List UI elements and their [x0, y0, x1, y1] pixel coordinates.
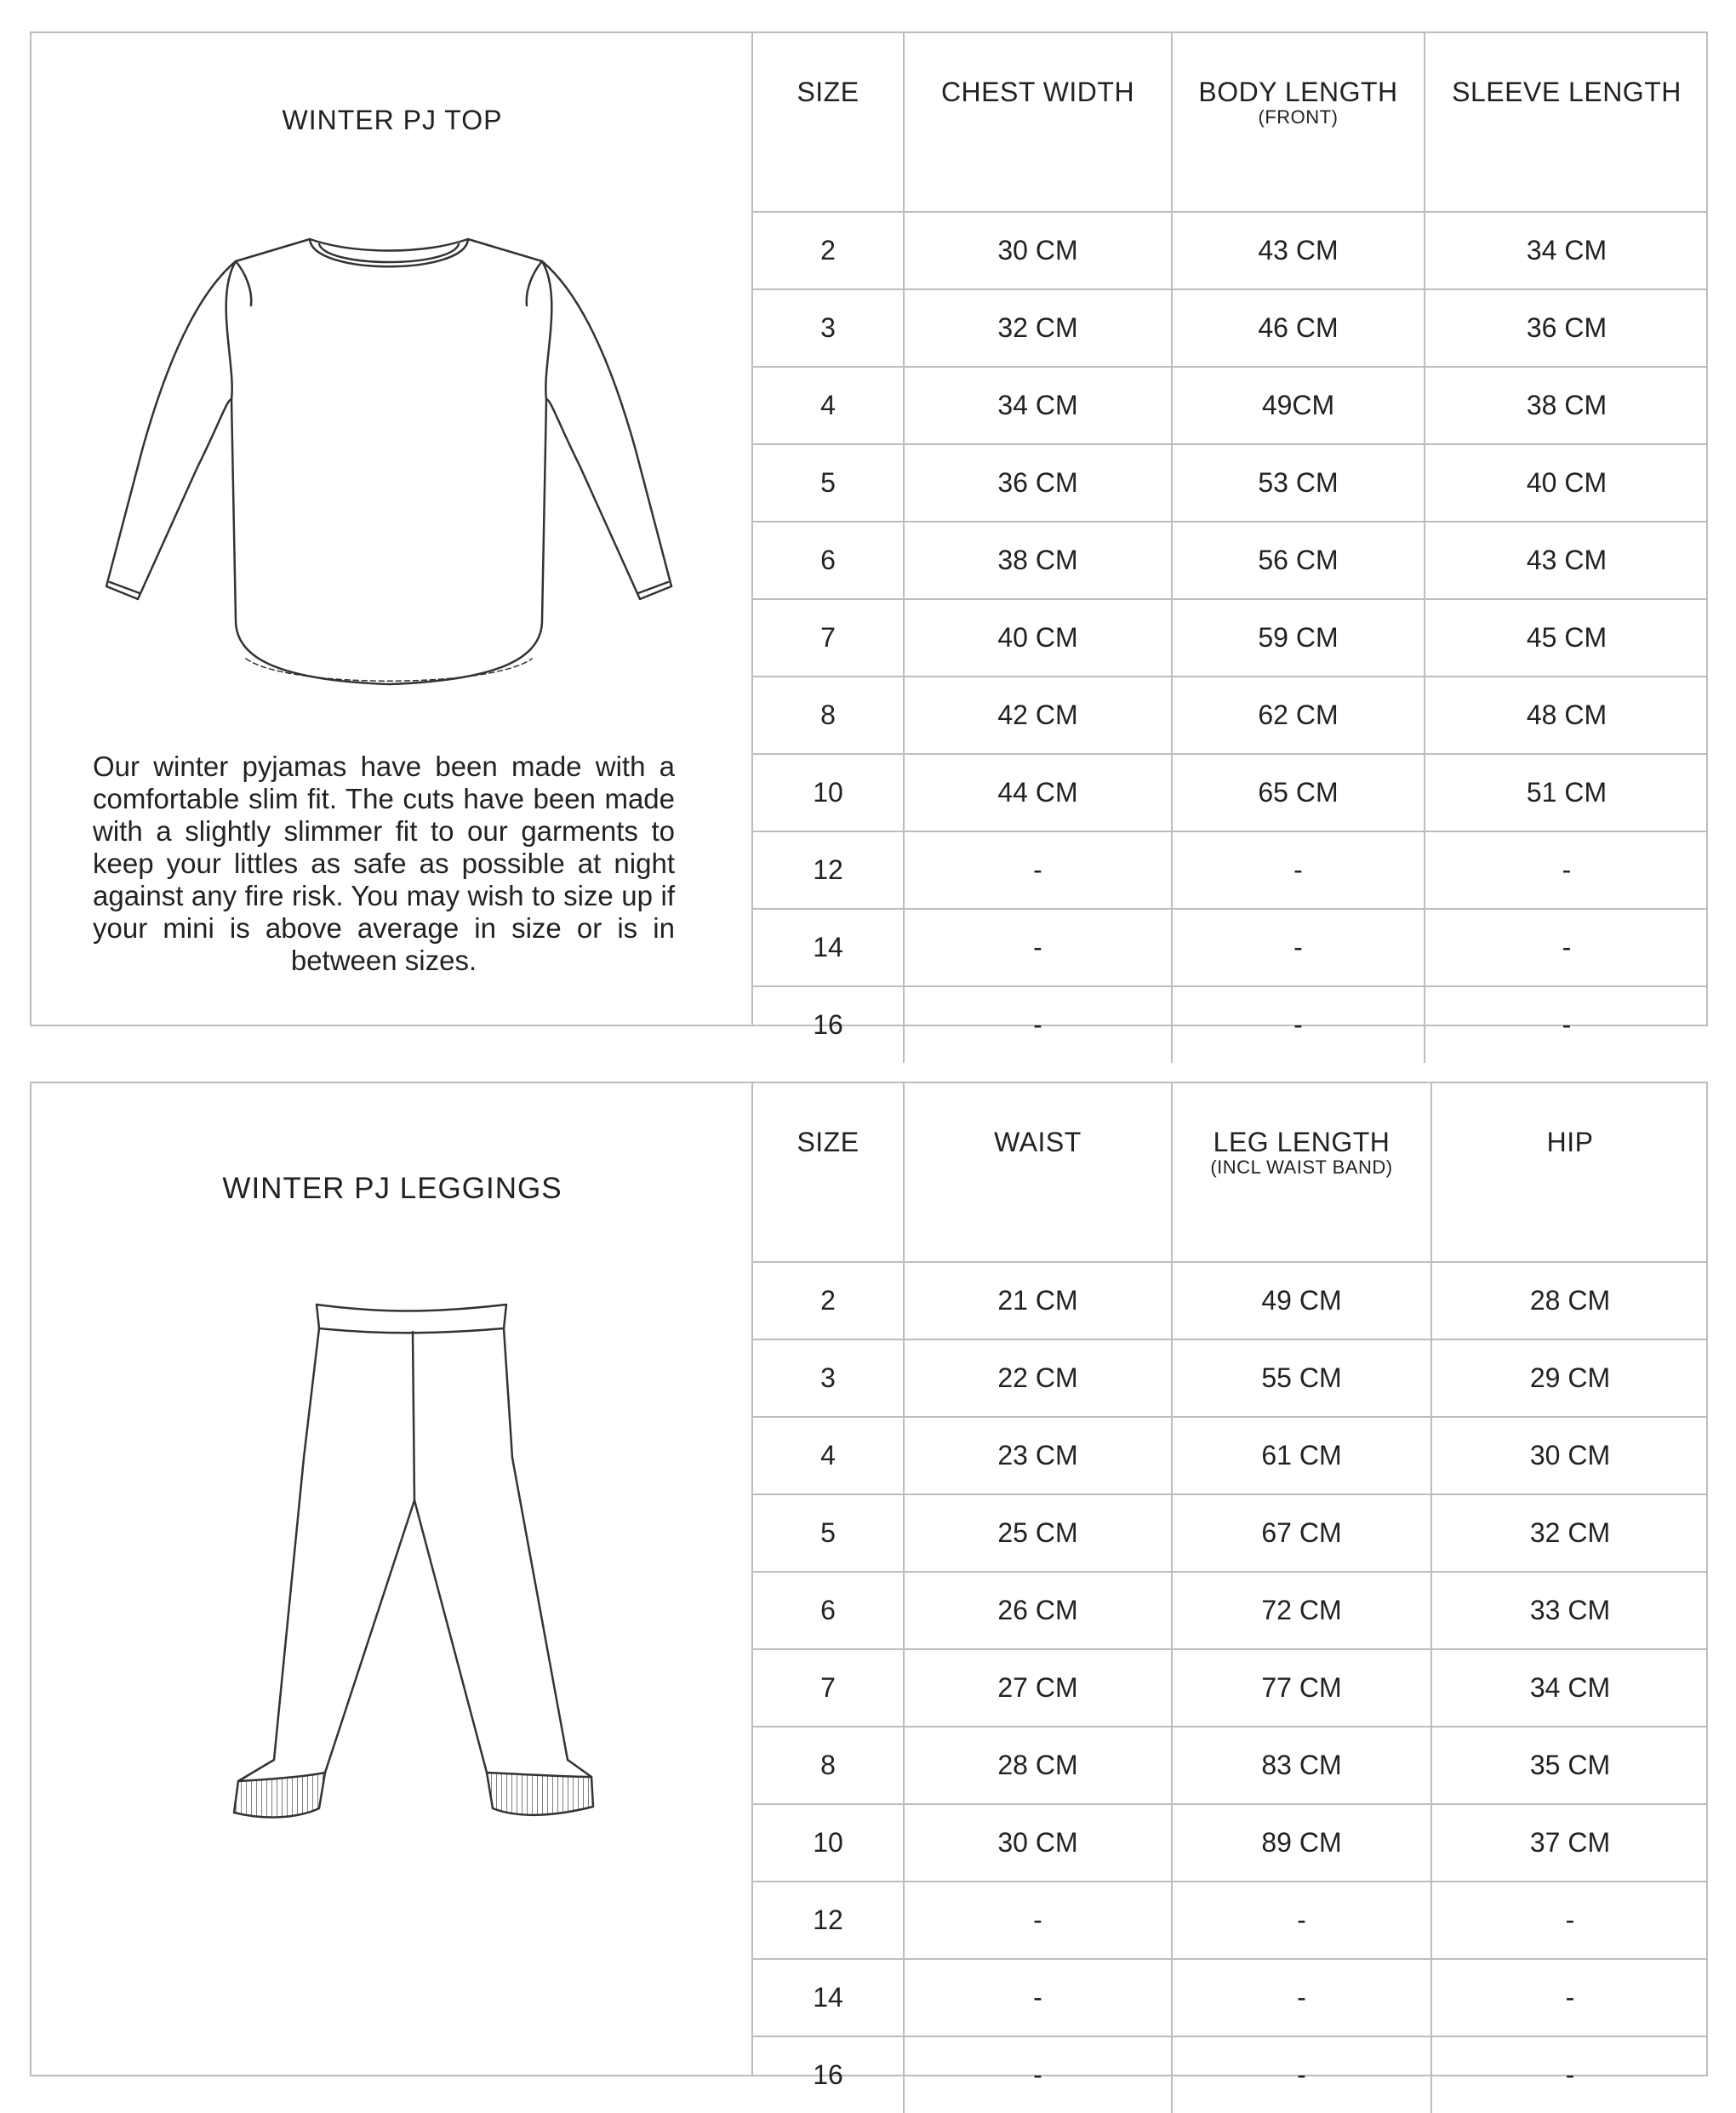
measurement-cell: 28 CM	[1431, 1262, 1708, 1339]
size-cell: 6	[753, 522, 904, 599]
measurement-cell: 46 CM	[1172, 289, 1425, 367]
size-cell: 8	[753, 1727, 904, 1804]
measurement-cell: -	[904, 1959, 1172, 2036]
measurement-cell: 72 CM	[1172, 1572, 1431, 1649]
table-row	[753, 909, 1708, 986]
measurement-cell: 53 CM	[1172, 444, 1425, 522]
table-row	[753, 599, 1708, 677]
size-cell: 16	[753, 986, 904, 1063]
table-row	[753, 444, 1708, 522]
long-sleeve-shirt-icon	[100, 195, 695, 714]
header-chest-width: CHEST WIDTH	[904, 33, 1172, 212]
size-cell: 2	[753, 212, 904, 289]
table-row	[753, 1494, 1708, 1572]
size-cell: 3	[753, 1339, 904, 1417]
measurement-cell: 34 CM	[904, 367, 1172, 444]
table-row	[753, 986, 1708, 1063]
header-size: SIZE	[753, 1083, 904, 1262]
measurement-cell: 45 CM	[1425, 599, 1708, 677]
header-hip: HIP	[1431, 1083, 1708, 1262]
measurement-cell: 34 CM	[1431, 1649, 1708, 1727]
table-row	[753, 831, 1708, 909]
measurement-cell: -	[904, 909, 1172, 986]
table-row	[753, 1959, 1708, 2036]
measurement-cell: 49 CM	[1172, 1262, 1431, 1339]
pj-leggings-size-table	[753, 1083, 1708, 2113]
measurement-cell: 29 CM	[1431, 1339, 1708, 1417]
table-header-row	[753, 1083, 1708, 1262]
table-row	[753, 1262, 1708, 1339]
size-cell: 4	[753, 367, 904, 444]
fit-description: Our winter pyjamas have been made with a comfortable slim fit. The cuts have been made with a slightly slimmer fit to our garments to keep your littles as safe as possible at night against any fire risk. You may wish to size up if your mini is above average in size or is in between sizes.	[93, 751, 675, 976]
header-waist: WAIST	[904, 1083, 1172, 1262]
measurement-cell: -	[1425, 831, 1708, 909]
measurement-cell: 55 CM	[1172, 1339, 1431, 1417]
pj-leggings-size-panel	[30, 1082, 1708, 2090]
measurement-cell: -	[1431, 2036, 1708, 2113]
measurement-cell: -	[1431, 1882, 1708, 1959]
table-row	[753, 677, 1708, 754]
size-cell: 2	[753, 1262, 904, 1339]
measurement-cell: -	[1425, 986, 1708, 1063]
table-row	[753, 212, 1708, 289]
measurement-cell: 30 CM	[904, 1804, 1172, 1882]
header-sleeve-length: SLEEVE LENGTH	[1425, 33, 1708, 212]
measurement-cell: 27 CM	[904, 1649, 1172, 1727]
size-cell: 12	[753, 831, 904, 909]
measurement-cell: 33 CM	[1431, 1572, 1708, 1649]
measurement-cell: 28 CM	[904, 1727, 1172, 1804]
size-cell: 10	[753, 754, 904, 831]
measurement-cell: 38 CM	[1425, 367, 1708, 444]
measurement-cell: 67 CM	[1172, 1494, 1431, 1572]
measurement-cell: 40 CM	[904, 599, 1172, 677]
size-cell: 5	[753, 444, 904, 522]
measurement-cell: 38 CM	[904, 522, 1172, 599]
measurement-cell: -	[1172, 909, 1425, 986]
size-cell: 6	[753, 1572, 904, 1649]
size-cell: 14	[753, 1959, 904, 2036]
measurement-cell: 65 CM	[1172, 754, 1425, 831]
measurement-cell: -	[904, 2036, 1172, 2113]
measurement-cell: 43 CM	[1425, 522, 1708, 599]
pj-leggings-title: WINTER PJ LEGGINGS	[222, 1172, 562, 1205]
measurement-cell: -	[1172, 986, 1425, 1063]
measurement-cell: 23 CM	[904, 1417, 1172, 1494]
size-cell: 10	[753, 1804, 904, 1882]
pj-top-title: WINTER PJ TOP	[282, 105, 503, 135]
measurement-cell: 42 CM	[904, 677, 1172, 754]
size-cell: 5	[753, 1494, 904, 1572]
measurement-cell: 51 CM	[1425, 754, 1708, 831]
measurement-cell: -	[904, 831, 1172, 909]
measurement-cell: -	[904, 1882, 1172, 1959]
pj-top-size-panel	[30, 31, 1708, 1040]
table-row	[753, 1804, 1708, 1882]
table-row	[753, 2036, 1708, 2113]
measurement-cell: 43 CM	[1172, 212, 1425, 289]
measurement-cell: 83 CM	[1172, 1727, 1431, 1804]
measurement-cell: 77 CM	[1172, 1649, 1431, 1727]
measurement-cell: 56 CM	[1172, 522, 1425, 599]
measurement-cell: -	[1172, 1959, 1431, 2036]
measurement-cell: 62 CM	[1172, 677, 1425, 754]
table-row	[753, 289, 1708, 367]
size-cell: 12	[753, 1882, 904, 1959]
table-row	[753, 1417, 1708, 1494]
measurement-cell: -	[1172, 831, 1425, 909]
measurement-cell: 34 CM	[1425, 212, 1708, 289]
table-header-row	[753, 33, 1708, 212]
header-size: SIZE	[753, 33, 904, 212]
table-row	[753, 522, 1708, 599]
measurement-cell: 32 CM	[1431, 1494, 1708, 1572]
measurement-cell: 32 CM	[904, 289, 1172, 367]
measurement-cell: -	[1172, 1882, 1431, 1959]
table-row	[753, 1727, 1708, 1804]
measurement-cell: -	[1425, 909, 1708, 986]
size-cell: 14	[753, 909, 904, 986]
size-cell: 3	[753, 289, 904, 367]
measurement-cell: 36 CM	[904, 444, 1172, 522]
table-row	[753, 1649, 1708, 1727]
measurement-cell: -	[1431, 1959, 1708, 2036]
table-row	[753, 1339, 1708, 1417]
measurement-cell: 26 CM	[904, 1572, 1172, 1649]
measurement-cell: 35 CM	[1431, 1727, 1708, 1804]
size-cell: 7	[753, 1649, 904, 1727]
measurement-cell: 36 CM	[1425, 289, 1708, 367]
pj-leggings-info	[31, 1083, 753, 2075]
measurement-cell: 40 CM	[1425, 444, 1708, 522]
measurement-cell: 30 CM	[904, 212, 1172, 289]
leggings-icon	[185, 1288, 627, 1900]
pj-top-size-table	[753, 33, 1708, 1063]
measurement-cell: 22 CM	[904, 1339, 1172, 1417]
measurement-cell: 21 CM	[904, 1262, 1172, 1339]
table-row	[753, 754, 1708, 831]
size-cell: 7	[753, 599, 904, 677]
measurement-cell: 44 CM	[904, 754, 1172, 831]
measurement-cell: 48 CM	[1425, 677, 1708, 754]
measurement-cell: 89 CM	[1172, 1804, 1431, 1882]
measurement-cell: -	[904, 986, 1172, 1063]
header-leg-length: LEG LENGTH (INCL WAIST BAND)	[1172, 1083, 1431, 1262]
measurement-cell: 49CM	[1172, 367, 1425, 444]
size-cell: 4	[753, 1417, 904, 1494]
table-row	[753, 1572, 1708, 1649]
header-body-length: BODY LENGTH (FRONT)	[1172, 33, 1425, 212]
size-cell: 16	[753, 2036, 904, 2113]
measurement-cell: 61 CM	[1172, 1417, 1431, 1494]
measurement-cell: -	[1172, 2036, 1431, 2113]
size-cell: 8	[753, 677, 904, 754]
measurement-cell: 25 CM	[904, 1494, 1172, 1572]
measurement-cell: 30 CM	[1431, 1417, 1708, 1494]
table-row	[753, 1882, 1708, 1959]
measurement-cell: 59 CM	[1172, 599, 1425, 677]
table-row	[753, 367, 1708, 444]
pj-top-info	[31, 33, 753, 1025]
measurement-cell: 37 CM	[1431, 1804, 1708, 1882]
